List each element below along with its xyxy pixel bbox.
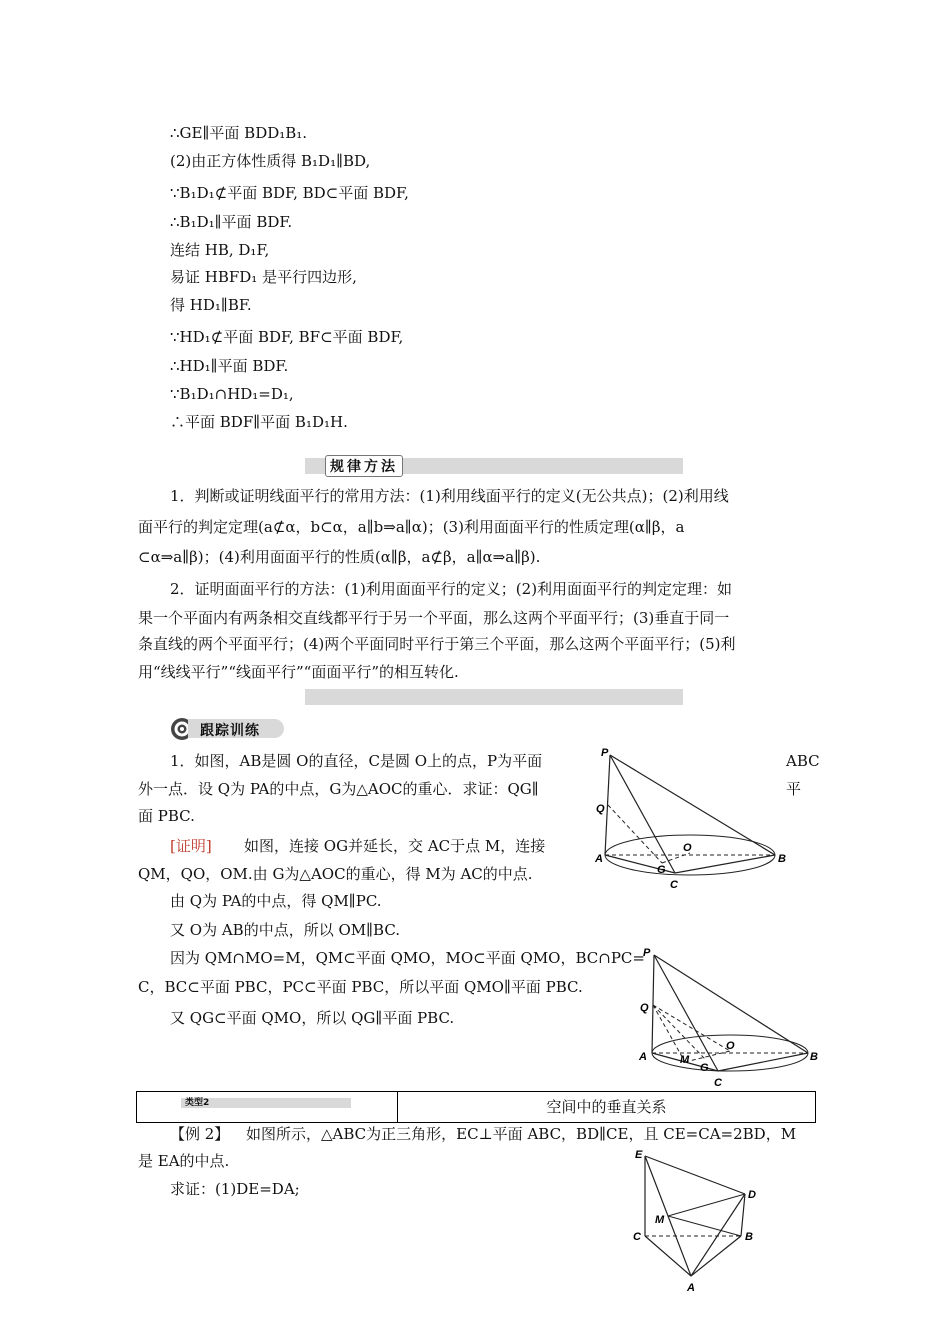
training-heading-text: 跟踪训练 xyxy=(200,723,260,739)
example-line: 是 EA的中点. xyxy=(138,1152,230,1170)
method-line: 2．证明面面平行的方法：(1)利用面面平行的定义；(2)利用面面平行的判定定理：如 xyxy=(170,580,733,598)
proof1-line: ∴GE∥平面 BDD₁B₁. xyxy=(170,124,308,142)
type-table-tag-cell xyxy=(137,1092,398,1122)
proof-line: 如图，连接 OG并延长，交 AC于点 M，连接 xyxy=(244,837,546,855)
proof1-line: ∴平面 BDF∥平面 B₁D₁H. xyxy=(170,413,348,431)
method-line: 1．判断或证明线面平行的常用方法：(1)利用线面平行的定义(无公共点)；(2)利用线 xyxy=(170,487,729,505)
fig2-label-M: M xyxy=(680,1054,690,1066)
method-heading: 规律方法 xyxy=(325,455,403,477)
fig3-label-M: M xyxy=(655,1214,665,1226)
proof1-line: 易证 HBFD₁ 是平行四边形, xyxy=(170,268,357,286)
fig2-label-G: G xyxy=(700,1062,709,1074)
fig1-label-O: O xyxy=(683,842,692,854)
fig2-label-C: C xyxy=(714,1077,722,1089)
type-tag: 类型2 xyxy=(185,1098,210,1108)
training-problem-line: 1．如图，AB是圆 O的直径，C是圆 O上的点，P为平面 xyxy=(170,752,543,770)
proof-label: [证明] xyxy=(170,837,212,855)
fig3-label-A: A xyxy=(687,1282,695,1294)
fig3-label-E: E xyxy=(635,1149,643,1161)
proof-line: 因为 QM∩MO=M，QM⊂平面 QMO，MO⊂平面 QMO，BC∩PC= xyxy=(170,949,645,967)
proof1-line: ∵B₁D₁⊄平面 BDF, BD⊂平面 BDF, xyxy=(170,184,409,202)
fig1-label-A: A xyxy=(595,853,603,865)
fig2-label-O: O xyxy=(726,1040,735,1052)
fig2-label-P: P xyxy=(643,947,651,959)
fig1-label-G: G xyxy=(657,864,666,876)
proof1-line: ∵HD₁⊄平面 BDF, BF⊂平面 BDF, xyxy=(170,328,404,346)
training-problem-right: ABC xyxy=(786,752,820,770)
proof1-line: ∴B₁D₁∥平面 BDF. xyxy=(170,213,293,231)
fig3-label-D: D xyxy=(748,1189,756,1201)
method-line: 条直线的两个平面平行；(4)两个平面同时平行于第三个平面，那么这两个平面平行；(5)利 xyxy=(138,635,736,653)
fig3-label-B: B xyxy=(745,1231,753,1243)
method-line: 果一个平面内有两条相交直线都平行于另一个平面，那么这两个平面平行；(3)垂直于同一 xyxy=(138,609,730,627)
type-title: 空间中的垂直关系 xyxy=(546,1098,667,1116)
fig1-label-C: C xyxy=(670,879,678,890)
fig2-label-B: B xyxy=(810,1051,818,1063)
proof1-line: 得 HD₁∥BF. xyxy=(170,296,252,314)
figure-prism xyxy=(625,1146,765,1294)
proof1-line: 连结 HB, D₁F, xyxy=(170,241,270,259)
proof1-line: ∵B₁D₁∩HD₁=D₁, xyxy=(170,385,294,403)
proof-line: C，BC⊂平面 PBC，PC⊂平面 PBC，所以平面 QMO∥平面 PBC. xyxy=(138,978,583,996)
proof1-line: ∴HD₁∥平面 BDF. xyxy=(170,357,289,375)
fig2-label-Q: Q xyxy=(640,1002,649,1014)
training-heading xyxy=(170,717,285,741)
fig1-label-P: P xyxy=(601,747,609,759)
type-table xyxy=(136,1091,816,1123)
training-problem-line: 外一点．设 Q为 PA的中点，G为△AOC的重心．求证：QG∥ xyxy=(138,780,539,798)
proof-line: QM，QO，OM.由 G为△AOC的重心，得 M为 AC的中点. xyxy=(138,865,533,883)
fig1-label-Q: Q xyxy=(596,803,605,815)
proof-line: 又 O为 AB的中点，所以 OM∥BC. xyxy=(170,921,401,939)
proof-line: 由 Q为 PA的中点，得 QM∥PC. xyxy=(170,892,382,910)
method-line: 用“线线平行”“线面平行”“面面平行”的相互转化. xyxy=(138,663,459,681)
example-line: 求证：(1)DE=DA; xyxy=(170,1180,300,1198)
example-line: 如图所示，△ABC为正三角形，EC⊥平面 ABC，BD∥CE，且 CE=CA=2BD，M xyxy=(246,1125,797,1143)
divider-bar xyxy=(305,689,683,705)
method-line: 面平行的判定定理(a⊄α，b⊂α，a∥b⇒a∥α)；(3)利用面面平行的性质定理(α∥β，a xyxy=(138,518,685,536)
training-problem-right: 平 xyxy=(786,780,802,798)
fig3-label-C: C xyxy=(633,1231,641,1243)
method-line: ⊂α⇒a∥β)；(4)利用面面平行的性质(α∥β，a⊄β，a∥α⇒a∥β). xyxy=(138,548,541,566)
proof1-line: (2)由正方体性质得 B₁D₁∥BD, xyxy=(170,152,371,170)
fig2-label-A: A xyxy=(639,1051,647,1063)
figure-cone-2 xyxy=(630,945,820,1090)
figure-cone-1 xyxy=(590,745,790,890)
proof-line: 又 QG⊂平面 QMO，所以 QG∥平面 PBC. xyxy=(170,1009,455,1027)
training-problem-line: 面 PBC. xyxy=(138,807,195,825)
fig1-label-B: B xyxy=(778,853,786,865)
example-label: 【例 2】 xyxy=(170,1125,230,1143)
